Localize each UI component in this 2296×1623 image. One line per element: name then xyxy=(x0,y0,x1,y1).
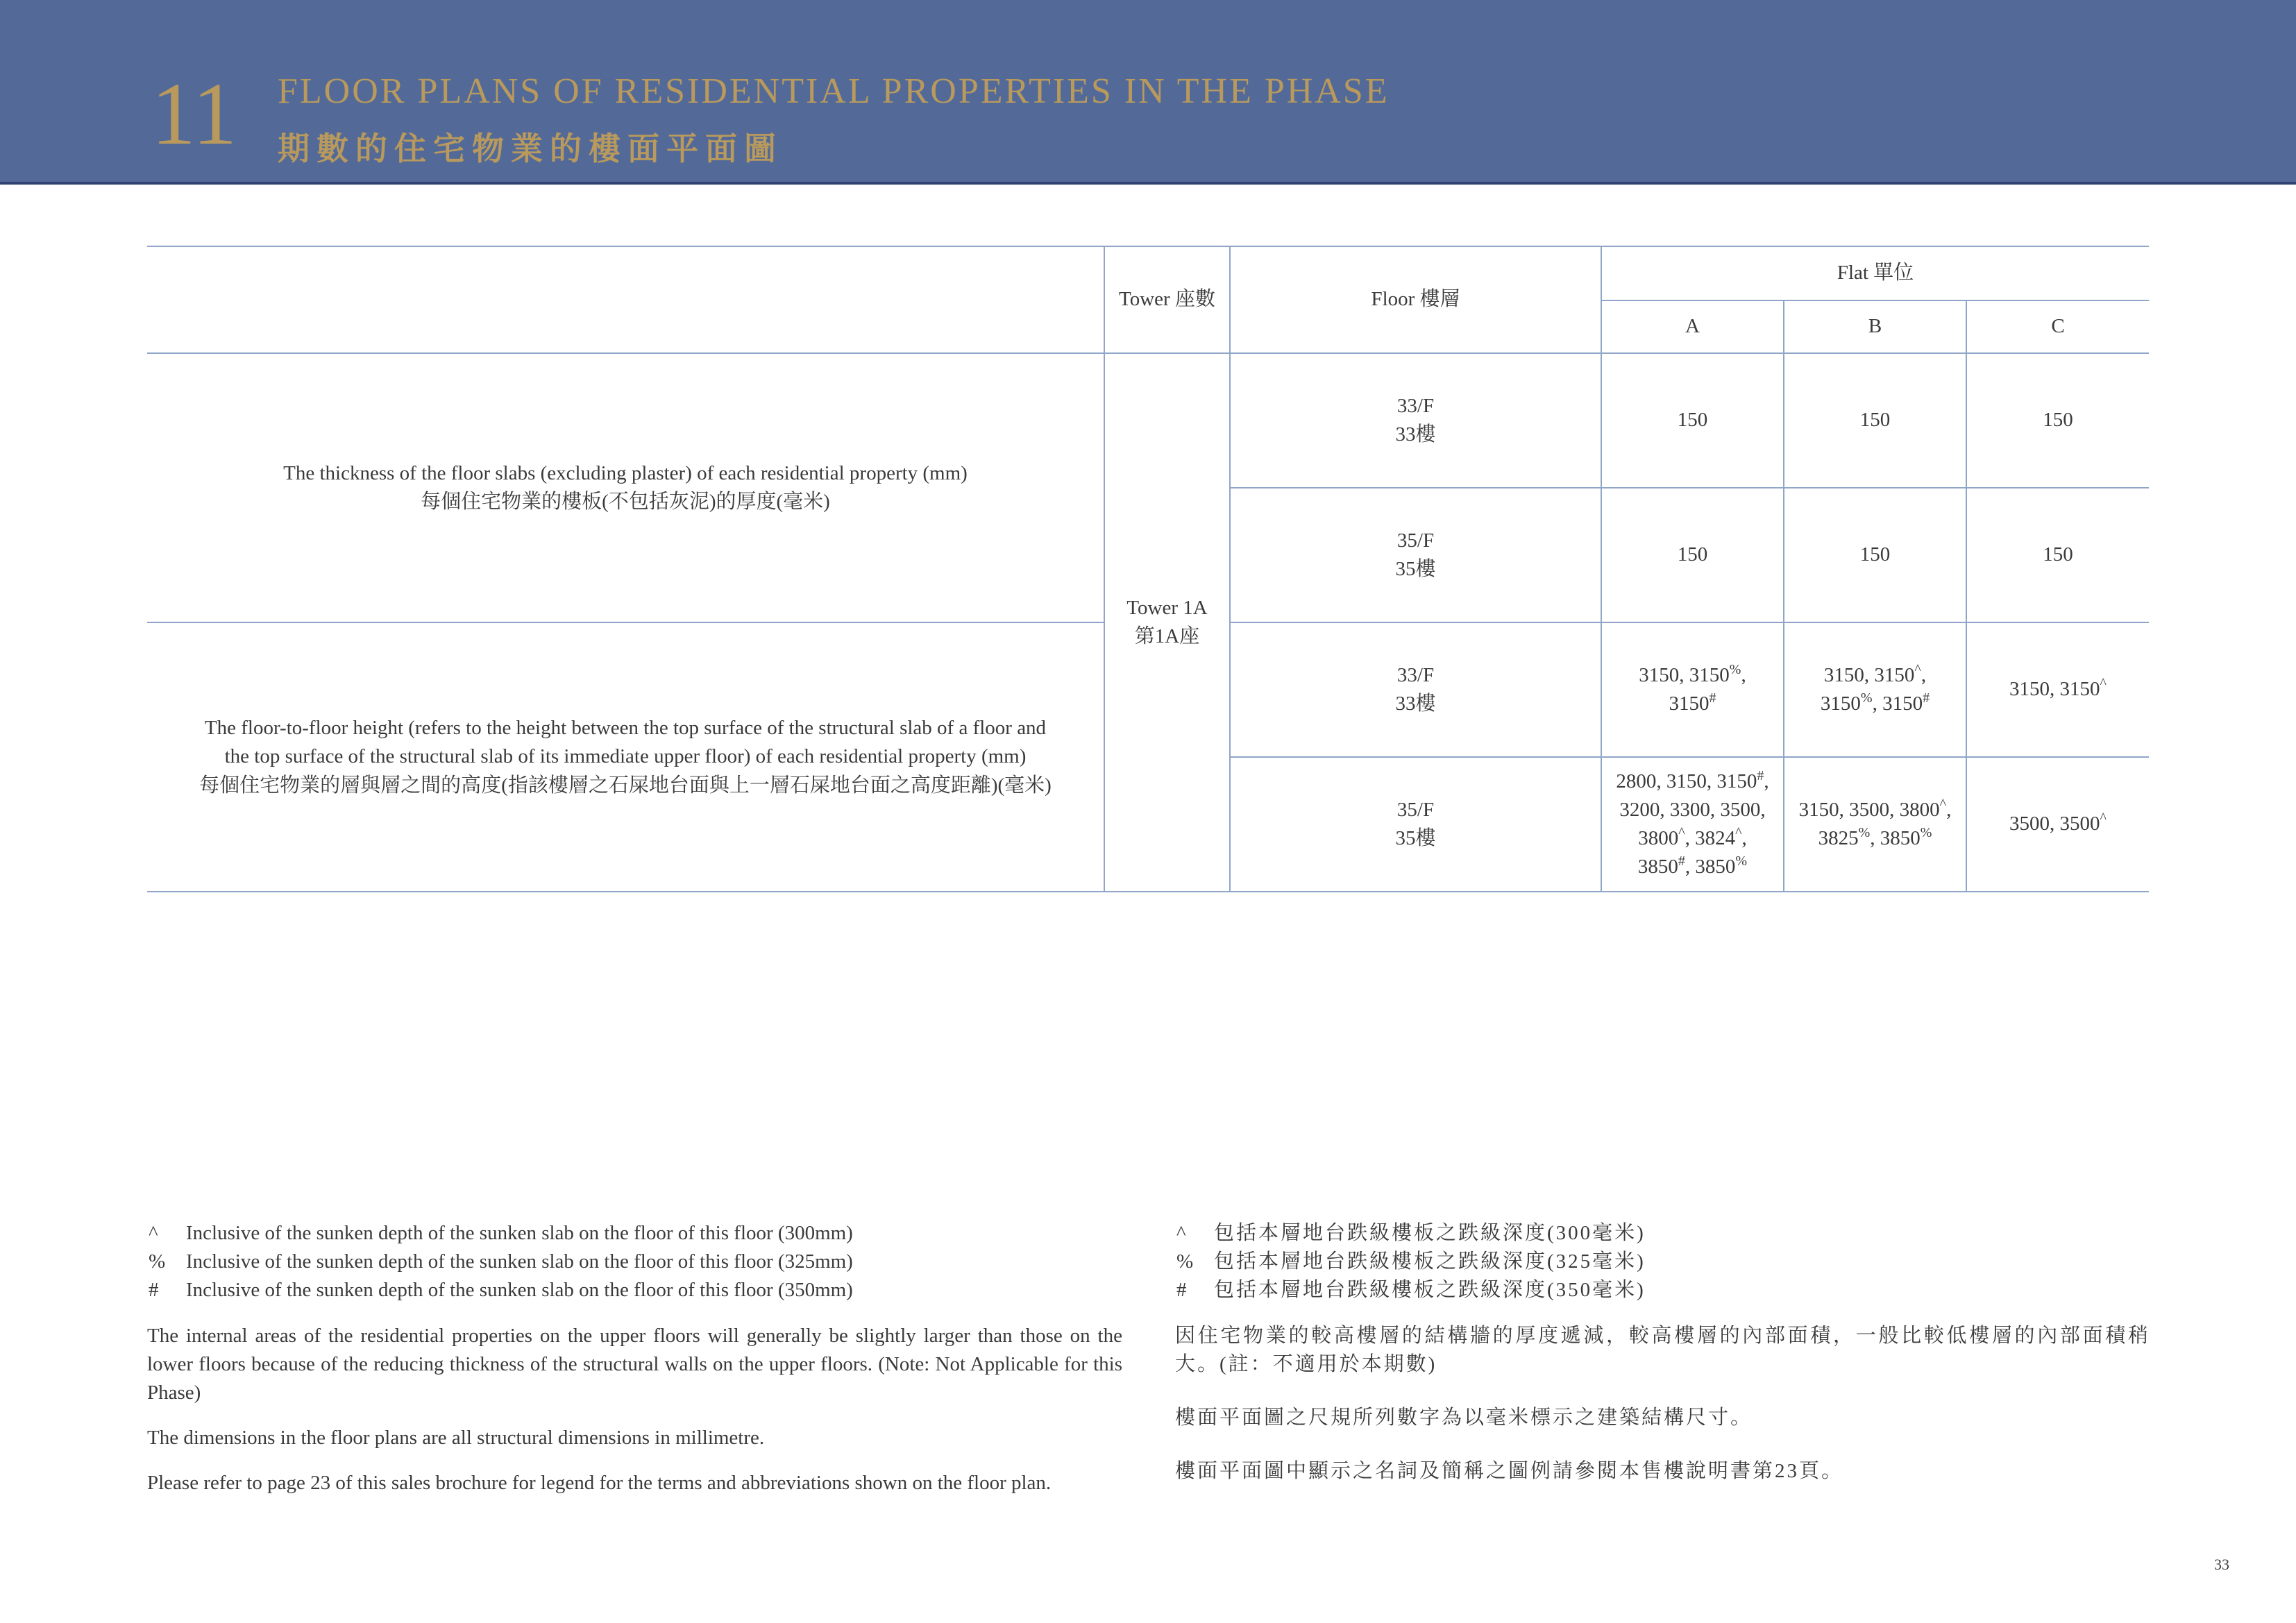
footnote xyxy=(1175,1276,2150,1305)
footnote xyxy=(1175,1248,2150,1276)
floor-height-label xyxy=(147,622,1104,892)
footnote xyxy=(147,1219,1122,1248)
floor-en: 35/F xyxy=(1396,529,1435,552)
section-title-zh: 期數的住宅物業的樓面平面圖 xyxy=(278,131,783,167)
slab-value-b: 150 xyxy=(1784,353,1966,488)
tower-cell xyxy=(1104,353,1230,892)
height-value-b: 3150, 3150^, 3150%, 3150# xyxy=(1784,622,1966,757)
footnote-symbol: ^ xyxy=(1176,1222,1188,1244)
slab-value-c: 150 xyxy=(1966,353,2149,488)
header-tower: Tower 座數 xyxy=(1104,246,1230,353)
footnote xyxy=(147,1248,1122,1276)
tower-zh: 第1A座 xyxy=(1134,625,1200,647)
table-header-row xyxy=(147,246,2149,300)
footnote-symbol: % xyxy=(149,1250,166,1273)
floor-cell xyxy=(1230,757,1601,892)
floor-cell xyxy=(1230,488,1601,622)
floor-zh: 35樓 xyxy=(1395,558,1436,580)
slab-thickness-label xyxy=(147,353,1104,622)
note-internal-areas: The internal areas of the residential properties on the upper floors will generally be slightly larger than those on the lower floors because of the reducing thickness of the structural walls on the upper floors. (Note: Not Applicable for this Phase) xyxy=(147,1324,1122,1404)
height-value-b: 3150, 3500, 3800^, 3825%, 3850% xyxy=(1784,757,1966,892)
slab-value-a: 150 xyxy=(1601,488,1784,622)
height-label-en-2: the top surface of the structural slab of its immediate upper floor) of each residential property (mm) xyxy=(224,745,1027,768)
footnote-symbol: ^ xyxy=(149,1222,158,1244)
header-flat: Flat 單位 xyxy=(1601,246,2149,300)
footnote-symbol: # xyxy=(1176,1279,1189,1302)
slab-label-en: The thickness of the floor slabs (excluding plaster) of each residential property (mm) xyxy=(283,461,968,484)
height-value-c: 3150, 3150^ xyxy=(1966,622,2149,757)
header-flat-c: C xyxy=(1966,300,2149,353)
floor-en: 35/F xyxy=(1396,798,1435,821)
height-label-zh: 每個住宅物業的層與層之間的高度(指該樓層之石屎地台面與上一層石屎地台面之高度距離)(毫米) xyxy=(199,774,1052,797)
section-number: 11 xyxy=(151,65,237,163)
height-value-a: 3150, 3150%, 3150# xyxy=(1601,622,1784,757)
floor-zh: 33樓 xyxy=(1395,692,1436,715)
footnote-text: Inclusive of the sunken depth of the sunken slab on the floor of this floor (325mm) xyxy=(186,1250,853,1273)
note-legend: Please refer to page 23 of this sales brochure for legend for the terms and abbreviations shown on the floor plan. xyxy=(147,1472,1052,1495)
slab-value-c: 150 xyxy=(1966,488,2149,622)
floor-cell xyxy=(1230,622,1601,757)
section-header xyxy=(0,0,2296,185)
slab-value-a: 150 xyxy=(1601,353,1784,488)
note-dimensions: The dimensions in the floor plans are all structural dimensions in millimetre. xyxy=(147,1427,765,1450)
slab-value-b: 150 xyxy=(1784,488,1966,622)
header-empty-cell xyxy=(147,246,1104,353)
note-legend-zh: 樓面平面圖中顯示之名詞及簡稱之圖例請參閱本售樓說明書第23頁。 xyxy=(1175,1460,1844,1483)
footnote-symbol: # xyxy=(149,1279,159,1302)
section-title-en: FLOOR PLANS OF RESIDENTIAL PROPERTIES IN THE PHASE xyxy=(278,71,1390,111)
height-value-c: 3500, 3500^ xyxy=(1966,757,2149,892)
footnote xyxy=(1175,1219,2150,1248)
notes-chinese xyxy=(1175,1219,2150,1486)
footnote xyxy=(147,1276,1122,1305)
floor-zh: 35樓 xyxy=(1395,827,1436,849)
header-flat-a: A xyxy=(1601,300,1784,353)
footnote-text: Inclusive of the sunken depth of the sunken slab on the floor of this floor (350mm) xyxy=(186,1279,853,1302)
footnote-text: 包括本層地台跌級樓板之跌級深度(325毫米) xyxy=(1214,1250,1646,1273)
floor-cell xyxy=(1230,353,1601,488)
height-value-a: 2800, 3150, 3150#, 3200, 3300, 3500, 3800^, 3824^, 3850#, 3850% xyxy=(1601,757,1784,892)
height-label-en-1: The floor-to-floor height (refers to the height between the top surface of the structural slab of a floor and xyxy=(204,717,1047,740)
slab-label-zh: 每個住宅物業的樓板(不包括灰泥)的厚度(毫米) xyxy=(421,491,830,513)
footnote-text: 包括本層地台跌級樓板之跌級深度(350毫米) xyxy=(1214,1279,1646,1302)
table-row xyxy=(147,353,2149,488)
notes-english xyxy=(147,1219,1122,1497)
tower-en: Tower 1A xyxy=(1126,596,1208,619)
footnote-text: 包括本層地台跌級樓板之跌級深度(300毫米) xyxy=(1214,1222,1646,1244)
footnote-text: Inclusive of the sunken depth of the sunken slab on the floor of this floor (300mm) xyxy=(186,1222,853,1244)
page-number: 33 xyxy=(2214,1556,2229,1573)
floor-spec-table xyxy=(147,246,2149,892)
header-floor: Floor 樓層 xyxy=(1230,246,1601,353)
footnote-symbol: % xyxy=(1176,1250,1196,1273)
floor-en: 33/F xyxy=(1396,663,1435,686)
floor-zh: 33樓 xyxy=(1395,423,1436,445)
header-flat-b: B xyxy=(1784,300,1966,353)
note-dimensions-zh: 樓面平面圖之尺規所列數字為以毫米標示之建築結構尺寸。 xyxy=(1175,1406,1753,1429)
floor-en: 33/F xyxy=(1396,394,1435,417)
note-internal-areas-zh: 因住宅物業的較高樓層的結構牆的厚度遞減，較高樓層的內部面積，一般比較低樓層的內部面積稍大。(註：不適用於本期數) xyxy=(1175,1324,2150,1375)
